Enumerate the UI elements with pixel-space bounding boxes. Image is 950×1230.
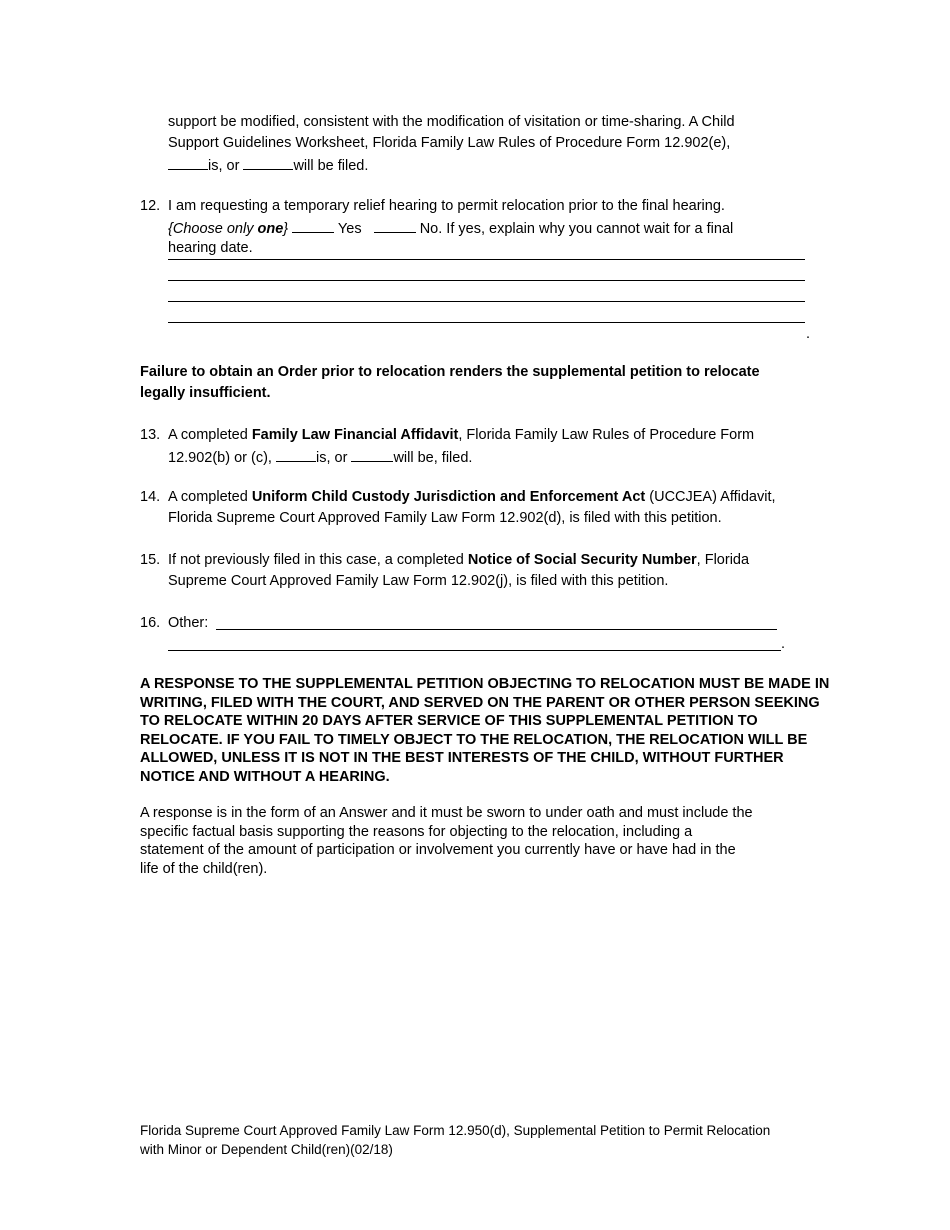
explanation-line[interactable]: [168, 280, 805, 281]
item-number: 13.: [140, 427, 161, 443]
blank-field[interactable]: [351, 446, 393, 462]
response-notice: A RESPONSE TO THE SUPPLEMENTAL PETITION OBJECTING TO RELOCATION MUST BE MADE IN WRITING, FILED WITH THE COURT, AND SERVED ON THE PARENT OR OTHER PERSON SEEKING TO RELOCATE WITHIN 20 DAYS AFTER SERVICE OF THIS SUPPLEMENTAL PETITION TO RELOCATE. IF YOU FAIL TO TIMELY OBJECT TO THE RELOCATION, THE RELOCATION WILL BE ALLOWED, UNLESS IT IS NOT IN THE BEST INTERESTS OF THE CHILD, WITHOUT FURTHER NOTICE AND WITHOUT A HEARING.: [140, 676, 830, 785]
item-12-line-1: I am requesting a temporary relief hearing to permit relocation prior to the final hearing.: [168, 198, 725, 214]
document-page: support be modified, consistent with the modification of visitation or time-sharing. A Child Support Guidelines Worksheet, Florida Family Law Rules of Procedure Form 12.902(e), is, or will be filed. 12. I am requesting a temporary relief hearing to permit relocation prior to the final hearing. {Choose only one} Yes No. If yes, explain why you cannot wait for a final hearing date. . Failure to obtain an Order prior to relocation renders the supplemental petition to relocate legally insufficient. 13. A completed Family Law Financial Affidavit, Florida Family Law Rules of Procedure Form 12.902(b) or (c), is, or will be, filed. 14. A completed Uniform Child Custody Jurisdiction and Enforcement Act (UCCJEA) Affidavit, Florida Supreme Court Approved Family Law Form 12.902(d), is filed with this petition. 15. If not previously filed in this case, a completed Notice of Social Security Number, Florida Supreme Court Approved Family Law Form 12.902(j), is filed with this petition. 16. Other: . A RESPONSE TO THE SUPPLEMENTAL PETITION OBJECTING TO RELOCATION MUST BE MADE IN WRITING, FILED WITH THE COURT, AND SERVED ON THE PARENT OR OTHER PERSON SEEKING TO RELOCATE WITHIN 20 DAYS AFTER SERVICE OF THIS SUPPLEMENTAL PETITION TO RELOCATE. IF YOU FAIL TO TIMELY OBJECT TO THE RELOCATION, THE RELOCATION WILL BE ALLOWED, UNLESS IT IS NOT IN THE BEST INTERESTS OF THE CHILD, WITHOUT FURTHER NOTICE AND WITHOUT A HEARING. A response is in the form of an Answer and it must be sworn to under oath and must include the specific factual basis supporting the reasons for objecting to the relocation, including a statement of the amount of participation or involvement you currently have or have had in the life of the child(ren). Florida Supreme Court Approved Family Law Form 12.950(d), Supplemental Petition to Permit Relocation with Minor or Dependent Child(ren)(02/18): [140, 114, 830, 1157]
yes-blank[interactable]: [292, 217, 334, 233]
item-number: 16.: [140, 615, 161, 631]
item-11-line-3: is, or will be filed.: [168, 154, 812, 175]
period: .: [806, 326, 811, 342]
other-line[interactable]: [216, 629, 777, 630]
explanation-line[interactable]: [168, 301, 805, 302]
blank-field[interactable]: [276, 446, 316, 462]
explanation-line[interactable]: [168, 259, 805, 260]
blank-field[interactable]: [243, 154, 293, 170]
item-number: 14.: [140, 489, 161, 505]
item-11-line-2: Support Guidelines Worksheet, Florida Family Law Rules of Procedure Form 12.902(e),: [168, 135, 731, 151]
explanation-line[interactable]: [168, 322, 805, 323]
no-blank[interactable]: [374, 217, 416, 233]
response-paragraph: A response is in the form of an Answer and it must be sworn to under oath and must include the specific factual basis supporting the reasons for objecting to the relocation, including a statement of the amount of participation or involvement you currently have or have had in the life of the child(ren).: [140, 805, 753, 877]
failure-warning: Failure to obtain an Order prior to relocation renders the supplemental petition to relocate legally insufficient.: [140, 364, 760, 401]
form-footer: Florida Supreme Court Approved Family Law Form 12.950(d), Supplemental Petition to Permit Relocation with Minor or Dependent Child(ren)(02/18): [140, 1123, 771, 1157]
item-12-line-3: hearing date.: [168, 240, 253, 256]
item-number: 12.: [140, 198, 161, 214]
period: .: [781, 636, 786, 652]
blank-field[interactable]: [168, 154, 208, 170]
item-11-line-1: support be modified, consistent with the modification of visitation or time-sharing. A Child: [168, 114, 735, 130]
item-number: 15.: [140, 552, 161, 568]
item-12-line-2: {Choose only one} Yes No. If yes, explain why you cannot wait for a final: [168, 217, 812, 238]
other-line[interactable]: [168, 650, 781, 651]
